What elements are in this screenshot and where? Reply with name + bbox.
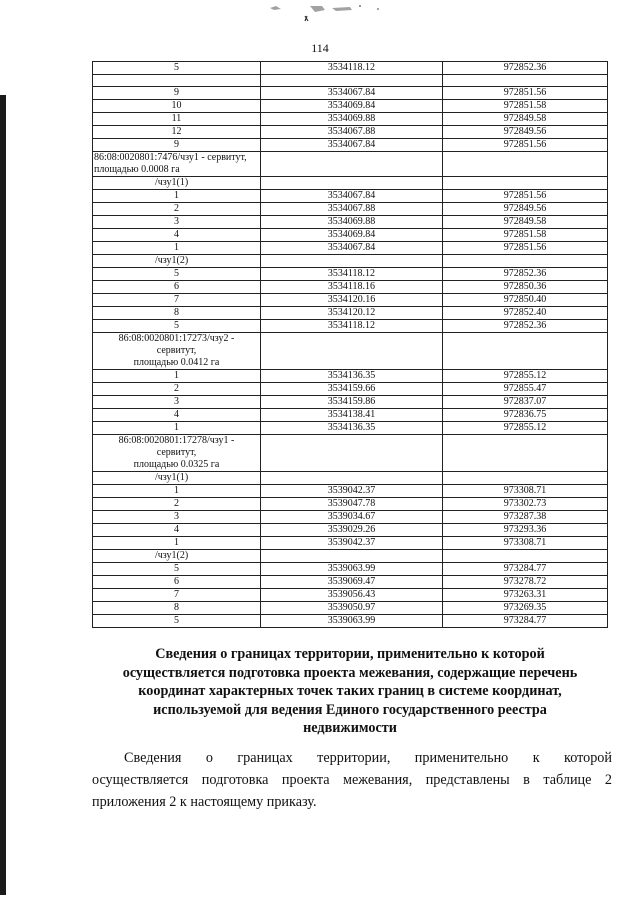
- x-coordinate-cell: 3534118.12: [261, 62, 443, 75]
- y-coordinate-cell: 972852.36: [443, 62, 608, 75]
- point-number-cell: 8: [93, 602, 261, 615]
- y-coordinate-cell: 972851.56: [443, 190, 608, 203]
- y-coordinate-cell: 972851.58: [443, 100, 608, 113]
- section-title: Сведения о границах территории, применительно к которой осуществляется подготовка проекта межевания, содержащие перечень координат характерных точек таких границ в системе координат, используемой для ведения Единого государственного реестра недвижимости: [122, 646, 578, 736]
- y-coordinate-cell: 972851.56: [443, 87, 608, 100]
- point-number-cell: 5: [93, 615, 261, 628]
- parcel-header-line: площадью 0.0008 га: [94, 164, 180, 175]
- table-row: [93, 268, 608, 281]
- x-coordinate-cell: 3534120.12: [261, 307, 443, 320]
- empty-cell: [443, 435, 608, 472]
- y-coordinate-cell: 973287.38: [443, 511, 608, 524]
- y-coordinate-cell: 973302.73: [443, 498, 608, 511]
- x-coordinate-cell: 3539056.43: [261, 589, 443, 602]
- contour-label-cell: /чзу1(1): [93, 177, 261, 190]
- scan-edge-bar: [0, 95, 6, 895]
- y-coordinate-cell: 972855.47: [443, 383, 608, 396]
- y-coordinate-cell: 973278.72: [443, 576, 608, 589]
- table-row: [93, 396, 608, 409]
- table-row: [93, 563, 608, 576]
- y-coordinate-cell: 973269.35: [443, 602, 608, 615]
- x-coordinate-cell: 3534069.88: [261, 113, 443, 126]
- y-coordinate-cell: 972837.07: [443, 396, 608, 409]
- table-row: [93, 307, 608, 320]
- x-coordinate-cell: 3539063.99: [261, 615, 443, 628]
- point-number-cell: 1: [93, 190, 261, 203]
- point-number-cell: 1: [93, 422, 261, 435]
- point-number-cell: 1: [93, 370, 261, 383]
- table-row: [93, 294, 608, 307]
- point-number-cell: 11: [93, 113, 261, 126]
- y-coordinate-cell: 972849.56: [443, 126, 608, 139]
- point-number-cell: 9: [93, 87, 261, 100]
- parcel-header-line: сервитут,: [156, 345, 197, 356]
- parcel-header-line: площадью 0.0412 га: [133, 357, 220, 368]
- point-number-cell: 5: [93, 563, 261, 576]
- x-coordinate-cell: 3539042.37: [261, 485, 443, 498]
- empty-cell: [443, 550, 608, 563]
- y-coordinate-cell: 973308.71: [443, 485, 608, 498]
- point-number-cell: 2: [93, 498, 261, 511]
- x-coordinate-cell: 3534067.84: [261, 242, 443, 255]
- table-row: [93, 524, 608, 537]
- x-coordinate-cell: 3534118.12: [261, 268, 443, 281]
- parcel-header-line: площадью 0.0325 га: [133, 459, 220, 470]
- x-coordinate-cell: 3539069.47: [261, 576, 443, 589]
- x-coordinate-cell: 3534069.84: [261, 229, 443, 242]
- empty-cell: [443, 152, 608, 177]
- x-coordinate-cell: 3534069.88: [261, 216, 443, 229]
- contour-label-row: [93, 550, 608, 563]
- empty-cell: [261, 472, 443, 485]
- empty-cell: [261, 333, 443, 370]
- y-coordinate-cell: 972851.56: [443, 139, 608, 152]
- point-number-cell: 5: [93, 268, 261, 281]
- x-coordinate-cell: 3539034.67: [261, 511, 443, 524]
- empty-cell: [261, 152, 443, 177]
- point-number-cell: 5: [93, 62, 261, 75]
- x-coordinate-cell: 3534067.84: [261, 87, 443, 100]
- table-row: [93, 576, 608, 589]
- y-coordinate-cell: 973263.31: [443, 589, 608, 602]
- y-coordinate-cell: 972855.12: [443, 370, 608, 383]
- table-row: [93, 615, 608, 628]
- table-row: [93, 203, 608, 216]
- point-number-cell: 1: [93, 485, 261, 498]
- y-coordinate-cell: 973308.71: [443, 537, 608, 550]
- point-number-cell: 1: [93, 242, 261, 255]
- empty-cell: [261, 255, 443, 268]
- y-coordinate-cell: 972852.36: [443, 320, 608, 333]
- coordinates-table: [92, 61, 608, 628]
- parcel-header-row: [93, 435, 608, 472]
- point-number-cell: 2: [93, 383, 261, 396]
- empty-cell: [443, 333, 608, 370]
- point-number-cell: 9: [93, 139, 261, 152]
- x-coordinate-cell: 3534159.66: [261, 383, 443, 396]
- contour-label-row: [93, 177, 608, 190]
- table-row: [93, 589, 608, 602]
- empty-cell: [261, 75, 443, 87]
- y-coordinate-cell: 973293.36: [443, 524, 608, 537]
- y-coordinate-cell: 972852.36: [443, 268, 608, 281]
- point-number-cell: 5: [93, 320, 261, 333]
- y-coordinate-cell: 972850.40: [443, 294, 608, 307]
- point-number-cell: 1: [93, 537, 261, 550]
- parcel-header-cell: [93, 333, 261, 370]
- table-row: [93, 62, 608, 75]
- table-row: [93, 409, 608, 422]
- x-coordinate-cell: 3539029.26: [261, 524, 443, 537]
- empty-cell: [93, 75, 261, 87]
- x-coordinate-cell: 3534136.35: [261, 370, 443, 383]
- table-row: [93, 537, 608, 550]
- point-number-cell: 4: [93, 524, 261, 537]
- x-coordinate-cell: 3534120.16: [261, 294, 443, 307]
- table-row: [93, 113, 608, 126]
- table-row: [93, 370, 608, 383]
- y-coordinate-cell: 972851.56: [443, 242, 608, 255]
- parcel-header-row: [93, 152, 608, 177]
- point-number-cell: 8: [93, 307, 261, 320]
- empty-cell: [261, 550, 443, 563]
- point-number-cell: 3: [93, 216, 261, 229]
- y-coordinate-cell: 972851.58: [443, 229, 608, 242]
- point-number-cell: 10: [93, 100, 261, 113]
- y-coordinate-cell: 972849.56: [443, 203, 608, 216]
- point-number-cell: 7: [93, 589, 261, 602]
- coordinates-table-body: [93, 62, 608, 628]
- parcel-header-cell: [93, 435, 261, 472]
- parcel-header-cell: [93, 152, 261, 177]
- point-number-cell: 7: [93, 294, 261, 307]
- table-row: [93, 229, 608, 242]
- x-coordinate-cell: 3539063.99: [261, 563, 443, 576]
- x-coordinate-cell: 3534067.88: [261, 203, 443, 216]
- parcel-header-line: 86:08:0020801:7476/чзу1 - сервитут,: [94, 152, 247, 163]
- x-coordinate-cell: 3534118.12: [261, 320, 443, 333]
- table-row: [93, 216, 608, 229]
- table-row: [93, 139, 608, 152]
- table-row: [93, 87, 608, 100]
- empty-cell: [443, 75, 608, 87]
- scan-artifact: [250, 2, 400, 22]
- y-coordinate-cell: 972852.40: [443, 307, 608, 320]
- contour-label-row: [93, 255, 608, 268]
- parcel-header-row: [93, 333, 608, 370]
- body-line: приложения 2 к настоящему приказу.: [92, 794, 317, 810]
- x-coordinate-cell: 3534159.86: [261, 396, 443, 409]
- point-number-cell: 6: [93, 576, 261, 589]
- x-coordinate-cell: 3539042.37: [261, 537, 443, 550]
- empty-cell: [443, 177, 608, 190]
- table-row: [93, 190, 608, 203]
- empty-cell: [443, 255, 608, 268]
- x-coordinate-cell: 3534067.88: [261, 126, 443, 139]
- point-number-cell: 3: [93, 396, 261, 409]
- table-row: [93, 242, 608, 255]
- y-coordinate-cell: 973284.77: [443, 615, 608, 628]
- contour-label-row: [93, 472, 608, 485]
- table-row: [93, 383, 608, 396]
- point-number-cell: 4: [93, 229, 261, 242]
- x-coordinate-cell: 3534067.84: [261, 190, 443, 203]
- y-coordinate-cell: 972836.75: [443, 409, 608, 422]
- point-number-cell: 12: [93, 126, 261, 139]
- y-coordinate-cell: 972855.12: [443, 422, 608, 435]
- parcel-header-line: 86:08:0020801:17273/чзу2 -: [118, 333, 235, 344]
- x-coordinate-cell: 3539050.97: [261, 602, 443, 615]
- page-number: 114: [311, 41, 329, 55]
- table-row: [93, 126, 608, 139]
- y-coordinate-cell: 973284.77: [443, 563, 608, 576]
- x-coordinate-cell: 3539047.78: [261, 498, 443, 511]
- y-coordinate-cell: 972849.58: [443, 113, 608, 126]
- parcel-header-line: 86:08:0020801:17278/чзу1 -: [118, 435, 235, 446]
- empty-cell: [443, 472, 608, 485]
- table-row: [93, 602, 608, 615]
- parcel-header-line: сервитут,: [156, 447, 197, 458]
- table-row: [93, 100, 608, 113]
- x-coordinate-cell: 3534069.84: [261, 100, 443, 113]
- x-coordinate-cell: 3534067.84: [261, 139, 443, 152]
- x-coordinate-cell: 3534118.16: [261, 281, 443, 294]
- table-row: [93, 281, 608, 294]
- table-row: [93, 422, 608, 435]
- point-number-cell: 6: [93, 281, 261, 294]
- y-coordinate-cell: 972850.36: [443, 281, 608, 294]
- point-number-cell: 2: [93, 203, 261, 216]
- contour-label-cell: /чзу1(1): [93, 472, 261, 485]
- table-row: [93, 320, 608, 333]
- body-paragraph: [92, 747, 612, 813]
- point-number-cell: 3: [93, 511, 261, 524]
- empty-cell: [261, 435, 443, 472]
- empty-cell: [261, 177, 443, 190]
- contour-label-cell: /чзу1(2): [93, 550, 261, 563]
- table-row: [93, 511, 608, 524]
- contour-label-cell: /чзу1(2): [93, 255, 261, 268]
- y-coordinate-cell: 972849.58: [443, 216, 608, 229]
- x-coordinate-cell: 3534138.41: [261, 409, 443, 422]
- blank-row: [93, 75, 608, 87]
- x-coordinate-cell: 3534136.35: [261, 422, 443, 435]
- table-row: [93, 498, 608, 511]
- body-line: Сведения о границах территории, применительно к которой: [124, 750, 612, 766]
- body-line: осуществляется подготовка проекта межевания, представлены в таблице 2: [92, 772, 612, 788]
- point-number-cell: 4: [93, 409, 261, 422]
- table-row: [93, 485, 608, 498]
